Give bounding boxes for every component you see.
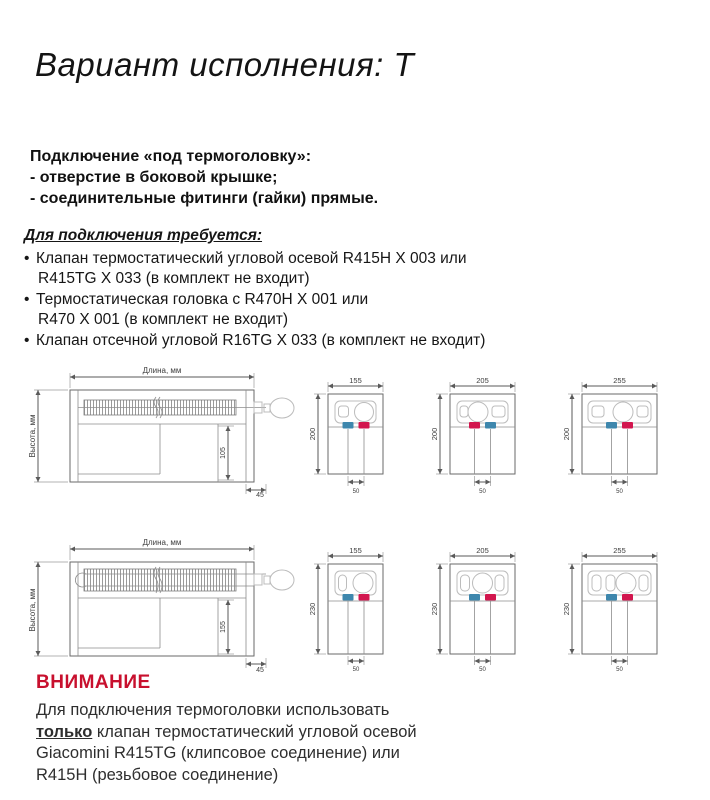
return-connector — [359, 594, 370, 601]
dimension-drawings-row-2 — [26, 536, 694, 674]
return-connector — [485, 422, 496, 429]
warning-line — [36, 722, 417, 744]
height-dim-label: 230 — [562, 602, 571, 616]
bullet-icon: • — [24, 331, 30, 349]
spacing-dim-label: 50 — [479, 489, 486, 495]
thermo-head-icon — [254, 570, 294, 590]
height-dim-label: Высота, мм — [28, 588, 37, 632]
return-connector — [622, 422, 633, 429]
width-dim-label: 255 — [613, 376, 626, 385]
supply-connector — [606, 594, 617, 601]
list-item-text: Клапан отсечной угловой R16TG X 033 (в комплект не входит) — [36, 331, 486, 349]
connection-intro — [30, 146, 378, 209]
width-dim-label: 155 — [349, 376, 362, 385]
section-diagram-255-200 — [562, 374, 694, 498]
warning-line-rest: клапан термостатический угловой осевой — [92, 722, 417, 741]
warning-line: Giacomini R415TG (клипсовое соединение) или — [36, 744, 400, 762]
fin-element — [84, 569, 236, 591]
intro-heading: Подключение «под термоголовку»: — [30, 148, 312, 165]
depth-dim-label: 105 — [220, 447, 227, 459]
supply-connector — [469, 422, 480, 429]
supply-connector — [469, 594, 480, 601]
spacing-dim-label: 50 — [616, 489, 623, 495]
bullet-icon: • — [24, 290, 30, 308]
intro-line: - соединительные фитинги (гайки) прямые. — [30, 190, 379, 207]
dimension-drawings-row-1 — [26, 364, 694, 498]
list-item — [24, 249, 485, 270]
spacing-dim-label: 50 — [352, 489, 360, 495]
width-dim-label: 205 — [476, 376, 489, 385]
offset-dim-label: 45 — [256, 667, 264, 674]
warning-heading: ВНИМАНИЕ — [36, 672, 151, 693]
length-dim-label: Длина, мм — [142, 366, 182, 375]
list-item-text: Клапан термостатический угловой осевой R415H X 003 или — [36, 249, 467, 267]
width-dim-label: 155 — [349, 546, 362, 555]
width-dim-label: 205 — [476, 546, 489, 555]
section-diagram-155-200 — [308, 374, 420, 498]
supply-connector — [343, 594, 354, 601]
intro-line: - отверстие в боковой крышке; — [30, 169, 278, 186]
requirements-list — [24, 226, 485, 351]
depth-dim-label: 155 — [220, 621, 227, 633]
height-dim-label: Высота, мм — [28, 414, 37, 458]
warning-line: Для подключения термоголовки использовать — [36, 701, 390, 719]
height-dim-label: 200 — [562, 427, 571, 441]
side-view-drawing-row2 — [26, 536, 298, 674]
supply-connector — [343, 422, 354, 429]
list-item-continuation: R415TG X 033 (в комплект не входит) — [38, 270, 310, 287]
side-view-drawing-row1 — [26, 364, 298, 498]
height-dim-label: 200 — [308, 427, 317, 441]
height-dim-label: 230 — [430, 602, 439, 616]
thermo-head-icon — [254, 398, 294, 418]
length-dim-label: Длина, мм — [142, 538, 182, 547]
height-dim-label: 200 — [430, 427, 439, 441]
return-connector — [622, 594, 633, 601]
list-item — [24, 290, 485, 311]
spacing-dim-label: 50 — [352, 667, 360, 673]
height-dim-label: 230 — [308, 602, 317, 616]
spacing-dim-label: 50 — [479, 667, 486, 673]
warning-emphasis: только — [36, 722, 93, 741]
page-title: Вариант исполнения: Т — [35, 46, 415, 83]
warning-line: R415H (резьбовое соединение) — [36, 765, 279, 784]
section-diagram-255-230 — [562, 544, 694, 674]
bullet-icon: • — [24, 249, 30, 267]
list-item — [24, 331, 485, 352]
supply-connector — [606, 422, 617, 429]
width-dim-label: 255 — [613, 546, 626, 555]
section-diagram-155-230 — [308, 544, 420, 674]
warning-paragraph — [36, 700, 417, 786]
list-item-text: Термостатическая головка с R470H X 001 или — [36, 290, 369, 308]
section-diagram-205-230 — [430, 544, 552, 674]
offset-dim-label: 45 — [256, 492, 264, 498]
list-item-continuation: R470 X 001 (в комплект не входит) — [38, 311, 289, 328]
spacing-dim-label: 50 — [616, 667, 623, 673]
section-diagram-205-200 — [430, 374, 552, 498]
return-connector — [485, 594, 496, 601]
return-connector — [359, 422, 370, 429]
requirements-heading: Для подключения требуется: — [24, 227, 263, 244]
